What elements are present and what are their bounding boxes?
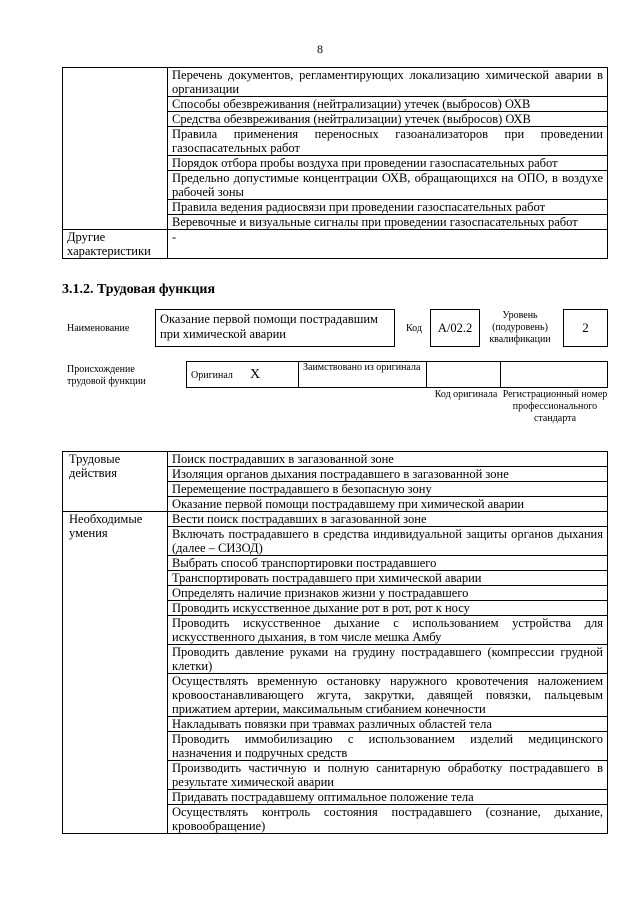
knowledge-item: Порядок отбора пробы воздуха при проведении газоспасательных работ <box>168 156 608 171</box>
code-value: А/02.2 <box>437 321 473 335</box>
skill-item: Включать пострадавшего в средства индивидуальной защиты органов дыхания (далее – СИЗОД) <box>168 527 608 556</box>
skill-item: Проводить искусственное дыхание рот в рот, рот к носу <box>168 601 608 616</box>
level-label: Уровень (подуровень) квалификации <box>489 310 551 345</box>
original-cell <box>187 362 299 388</box>
knowledge-item: Перечень документов, регламентирующих локализацию химической аварии в организации <box>168 68 608 97</box>
code-box <box>430 309 480 347</box>
other-characteristics-value: - <box>168 230 608 259</box>
skill-item: Проводить искусственное дыхание с использованием устройства для искусственного дыхания, в том числе мешка Амбу <box>168 616 608 645</box>
knowledge-item: Правила применения переносных газоанализаторов при проведении газоспасательных работ <box>168 127 608 156</box>
actions-label: Трудовые действия <box>63 452 168 512</box>
action-item: Поиск пострадавших в загазованной зоне <box>168 452 608 467</box>
skill-item: Осуществлять контроль состояния пострадавшего (сознание, дыхание, кровообращение) <box>168 805 608 834</box>
section-heading: 3.1.2. Трудовая функция <box>62 282 216 297</box>
code-label: Код <box>406 323 422 334</box>
function-name-value: Оказание первой помощи пострадавшим при химической аварии <box>160 312 378 341</box>
action-item: Перемещение пострадавшего в безопасную зону <box>168 482 608 497</box>
skill-item: Определять наличие признаков жизни у пострадавшего <box>168 586 608 601</box>
skill-item: Накладывать повязки при травмах различных областей тела <box>168 717 608 732</box>
function-name-box <box>155 309 395 347</box>
knowledge-item: Средства обезвреживания (нейтрализации) утечек (выбросов) ОХВ <box>168 112 608 127</box>
borrowed-label: Заимствовано из оригинала <box>299 362 427 388</box>
skill-item: Проводить иммобилизацию с использованием изделий медицинского назначения и подручных средств <box>168 732 608 761</box>
registration-caption: Регистрационный номер профессионального стандарта <box>502 389 608 424</box>
origin-table <box>186 361 608 388</box>
registration-number-cell <box>501 362 608 388</box>
skill-item: Осуществлять временную остановку наружного кровотечения наложением кровоостанавливающего жгута, закрутки, давящей повязки, пальцевым прижатием артерии, максимальным сгибанием конечности <box>168 674 608 717</box>
origin-label: Происхождение трудовой функции <box>67 364 146 387</box>
knowledge-label-cell <box>63 68 168 230</box>
skill-item: Проводить давление руками на грудину пострадавшего (компрессии грудной клетки) <box>168 645 608 674</box>
skill-item: Выбрать способ транспортировки пострадавшего <box>168 556 608 571</box>
knowledge-item: Способы обезвреживания (нейтрализации) утечек (выбросов) ОХВ <box>168 97 608 112</box>
skills-label: Необходимые умения <box>63 512 168 834</box>
knowledge-item: Предельно допустимые концентрации ОХВ, обращающихся на ОПО, в воздухе рабочей зоны <box>168 171 608 200</box>
original-mark: X <box>250 367 261 382</box>
name-label: Наименование <box>67 323 130 334</box>
knowledge-item: Веревочные и визуальные сигналы при проведении газоспасательных работ <box>168 215 608 230</box>
skill-item: Придавать пострадавшему оптимальное положение тела <box>168 790 608 805</box>
knowledge-item: Правила ведения радиосвязи при проведении газоспасательных работ <box>168 200 608 215</box>
action-item: Оказание первой помощи пострадавшему при химической аварии <box>168 497 608 512</box>
level-box <box>563 309 608 347</box>
knowledge-table <box>62 67 608 259</box>
skill-item: Транспортировать пострадавшего при химической аварии <box>168 571 608 586</box>
actions-skills-table <box>62 451 608 834</box>
action-item: Изоляция органов дыхания пострадавшего в загазованной зоне <box>168 467 608 482</box>
other-characteristics-label: Другие характеристики <box>63 230 168 259</box>
skill-item: Производить частичную и полную санитарную обработку пострадавшего в результате химической аварии <box>168 761 608 790</box>
skill-item: Вести поиск пострадавших в загазованной зоне <box>168 512 608 527</box>
page-number: 8 <box>317 42 323 56</box>
level-value: 2 <box>582 320 589 335</box>
original-label: Оригинал <box>191 370 233 381</box>
code-caption: Код оригинала <box>434 389 498 400</box>
original-code-cell <box>427 362 501 388</box>
